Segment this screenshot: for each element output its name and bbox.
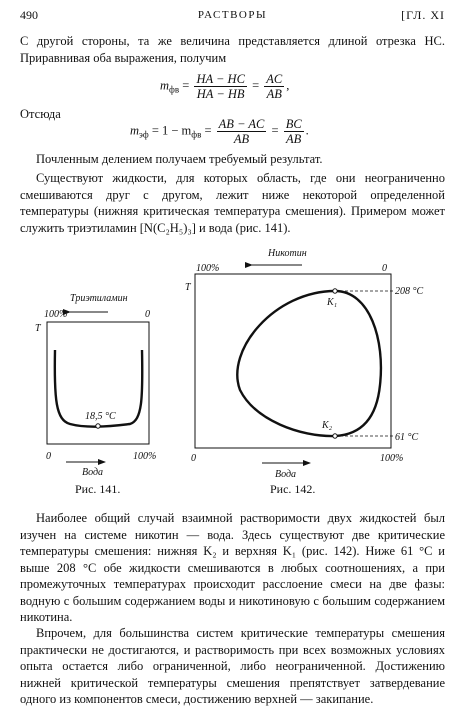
eq1-lhs: m bbox=[160, 78, 170, 93]
eq2-mid-sub: фв bbox=[191, 129, 202, 140]
fig141-top-left: 100% bbox=[44, 309, 68, 320]
eq1-den2: AB bbox=[266, 87, 282, 101]
fig142-k1-point bbox=[333, 289, 337, 293]
page-number: 490 bbox=[20, 8, 38, 22]
fig142-top-label: Никотин bbox=[268, 248, 307, 259]
eq2-num2: BC bbox=[285, 117, 302, 131]
paragraph-1: С другой стороны, та же величина представляется длиной отрезка НС. Приравнивая оба выражения, получим bbox=[20, 34, 445, 65]
eq2-num1: AB − AC bbox=[218, 117, 265, 131]
eq1-den1: HA − HB bbox=[196, 87, 245, 101]
paragraph-4: Наиболее общий случай взаимной растворимости двух жидкостей был изучен на системе никотин — вода. Здесь существуют две критические температуры смешения: нижняя K₂ и верхняя K₁ (рис. 142). Ниже 61 °C и выше 208 °C обе жидкости смешиваются в любых соотношениях, а при промежуточных температурах происходит расслоение смеси на две фазы: водную с большим содержанием воды и никотиновую с большим содержанием никотина. bbox=[20, 511, 445, 624]
figure-142 bbox=[185, 248, 423, 480]
fig141-top-label: Триэтиламин bbox=[70, 293, 128, 304]
fig141-bottom-label: Вода bbox=[82, 467, 104, 478]
fig142-top-right: 0 bbox=[382, 263, 387, 274]
eq2-lhs: m bbox=[130, 123, 140, 138]
fig142-k1-label: K₁ bbox=[327, 297, 338, 308]
equation-2: $m_{эф} = 1 - m_{фв}$ = $\frac{AB - AC}{AB}$ = $\frac{BC}{AB}$ . bbox=[130, 117, 309, 146]
fig142-lower-temp: 61 °C bbox=[395, 432, 419, 443]
fig142-axis-t: T bbox=[185, 282, 191, 293]
fig142-upper-temp: 208 °C bbox=[395, 286, 424, 297]
fig142-bottom-left: 0 bbox=[191, 453, 196, 464]
paragraph-5: Впрочем, для большинства систем критические температуры смешения практически не достигаются, и растворимость при всех возможных условиях опыта остается либо ограниченной, либо неограниченной. Достижению нижней критической температуры смешения препятствует затвердевание одного из компонентов смеси, достижению верхней — закипание. bbox=[20, 626, 445, 706]
eq2-den2: AB bbox=[286, 132, 302, 146]
chapter-label: [ГЛ. XI bbox=[401, 8, 445, 22]
eq1-lhs-sub: фв bbox=[169, 84, 180, 95]
paragraph-3: Существуют жидкости, для которых область, где они неограниченно смешиваются друг с другом, лежит ниже некоторой определенной температуры (нижняя критическая температура смешения). Примером может служить триэтиламин [N(C₂H₅)₃] и вода (рис. 141). bbox=[20, 171, 445, 235]
eq2-den1: AB bbox=[233, 132, 250, 146]
paragraph-2: Почленным делением получаем требуемый результат. bbox=[36, 152, 323, 166]
eq1-num2: AC bbox=[266, 72, 283, 86]
fig142-k2-label: K₂ bbox=[322, 420, 333, 431]
figure-141 bbox=[35, 293, 156, 478]
fig142-curve bbox=[237, 291, 381, 436]
fig142-bottom-right: 100% bbox=[380, 453, 404, 464]
eq1-num1: HA − HC bbox=[196, 72, 245, 86]
fig142-k2-point bbox=[333, 434, 337, 438]
fig141-min-point bbox=[96, 424, 100, 428]
fig141-axis-t: T bbox=[35, 323, 41, 334]
fig141-bottom-left: 0 bbox=[46, 451, 51, 462]
fig142-bottom-label: Вода bbox=[275, 469, 297, 480]
fig141-bottom-right: 100% bbox=[133, 451, 157, 462]
running-title: РАСТВОРЫ bbox=[197, 9, 268, 21]
otsyuda-text: Отсюда bbox=[20, 107, 61, 121]
fig142-top-left: 100% bbox=[196, 263, 220, 274]
fig141-min-label: 18,5 °C bbox=[85, 411, 116, 422]
fig142-caption: Рис. 142. bbox=[270, 482, 316, 496]
fig141-top-right: 0 bbox=[145, 309, 150, 320]
eq2-mid: = 1 − m bbox=[151, 123, 192, 138]
fig141-caption: Рис. 141. bbox=[75, 482, 121, 496]
eq2-lhs-sub: эф bbox=[139, 129, 149, 140]
equation-1: $m_{фв}$ = $\frac{HA - HC}{HA - HB}$ = $\frac{AC}{AB}$ , bbox=[160, 72, 290, 101]
